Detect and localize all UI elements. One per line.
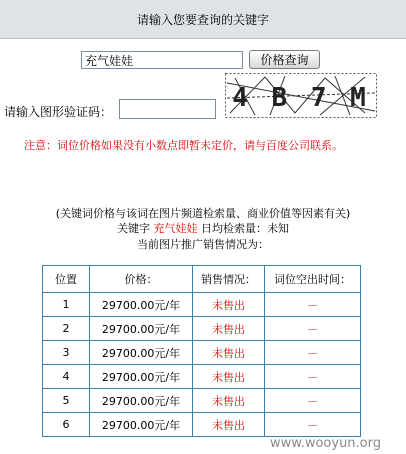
- col-sales-status: 销售情况：: [193, 266, 265, 293]
- position-cell: 3: [43, 341, 90, 365]
- position-cell: 1: [43, 293, 90, 317]
- status-cell: 未售出: [193, 341, 265, 365]
- table-header-row: [43, 266, 361, 293]
- sales-status-title: 当前图片推广销售情况为：: [137, 238, 269, 251]
- vacancy-cell: －: [265, 317, 361, 341]
- price-cell: 29700.00元/年: [90, 293, 193, 317]
- captcha-text: 4 B 7 M: [232, 83, 370, 113]
- col-vacancy-time: 词位空出时间：: [265, 266, 361, 293]
- table-row: [43, 293, 361, 317]
- price-cell: 29700.00元/年: [90, 341, 193, 365]
- page-header: [0, 0, 406, 39]
- status-cell: 未售出: [193, 293, 265, 317]
- vacancy-cell: －: [265, 389, 361, 413]
- vacancy-cell: －: [265, 365, 361, 389]
- keyword-input[interactable]: [81, 51, 243, 69]
- watermark: www.wooyun.org: [270, 436, 382, 451]
- vacancy-cell: －: [265, 293, 361, 317]
- status-cell: 未售出: [193, 317, 265, 341]
- daily-search-volume: 日均检索量：未知: [201, 222, 289, 235]
- col-price: 价格：: [90, 266, 193, 293]
- captcha-image: [225, 73, 377, 118]
- price-cell: 29700.00元/年: [90, 317, 193, 341]
- status-cell: 未售出: [193, 413, 265, 437]
- price-notice: 注意：词位价格如果没有小数点即暂未定价，请与百度公司联系。: [24, 139, 343, 152]
- table-row: [43, 317, 361, 341]
- position-cell: 4: [43, 365, 90, 389]
- keyword-prefix: 关键字: [117, 222, 150, 235]
- keyword-value: 充气娃娃: [153, 222, 198, 235]
- position-cell: 2: [43, 317, 90, 341]
- price-cell: 29700.00元/年: [90, 365, 193, 389]
- vacancy-cell: －: [265, 413, 361, 437]
- captcha-input[interactable]: [119, 99, 216, 119]
- status-cell: 未售出: [193, 365, 265, 389]
- position-cell: 5: [43, 389, 90, 413]
- col-position: 位置: [43, 266, 90, 293]
- table-row: [43, 413, 361, 437]
- table-row: [43, 365, 361, 389]
- price-query-button[interactable]: 价格查询: [249, 50, 320, 69]
- sales-table: [42, 265, 361, 437]
- table-row: [43, 341, 361, 365]
- price-cell: 29700.00元/年: [90, 389, 193, 413]
- position-cell: 6: [43, 413, 90, 437]
- captcha-label: 请输入图形验证码：: [4, 105, 113, 119]
- vacancy-cell: －: [265, 341, 361, 365]
- page-title: 请输入您要查询的关键字: [136, 12, 269, 27]
- keyword-summary: [0, 220, 406, 236]
- status-cell: 未售出: [193, 389, 265, 413]
- price-cell: 29700.00元/年: [90, 413, 193, 437]
- table-row: [43, 389, 361, 413]
- price-factors-note: (关键词价格与该词在图片频道检索量、商业价值等因素有关): [55, 207, 351, 220]
